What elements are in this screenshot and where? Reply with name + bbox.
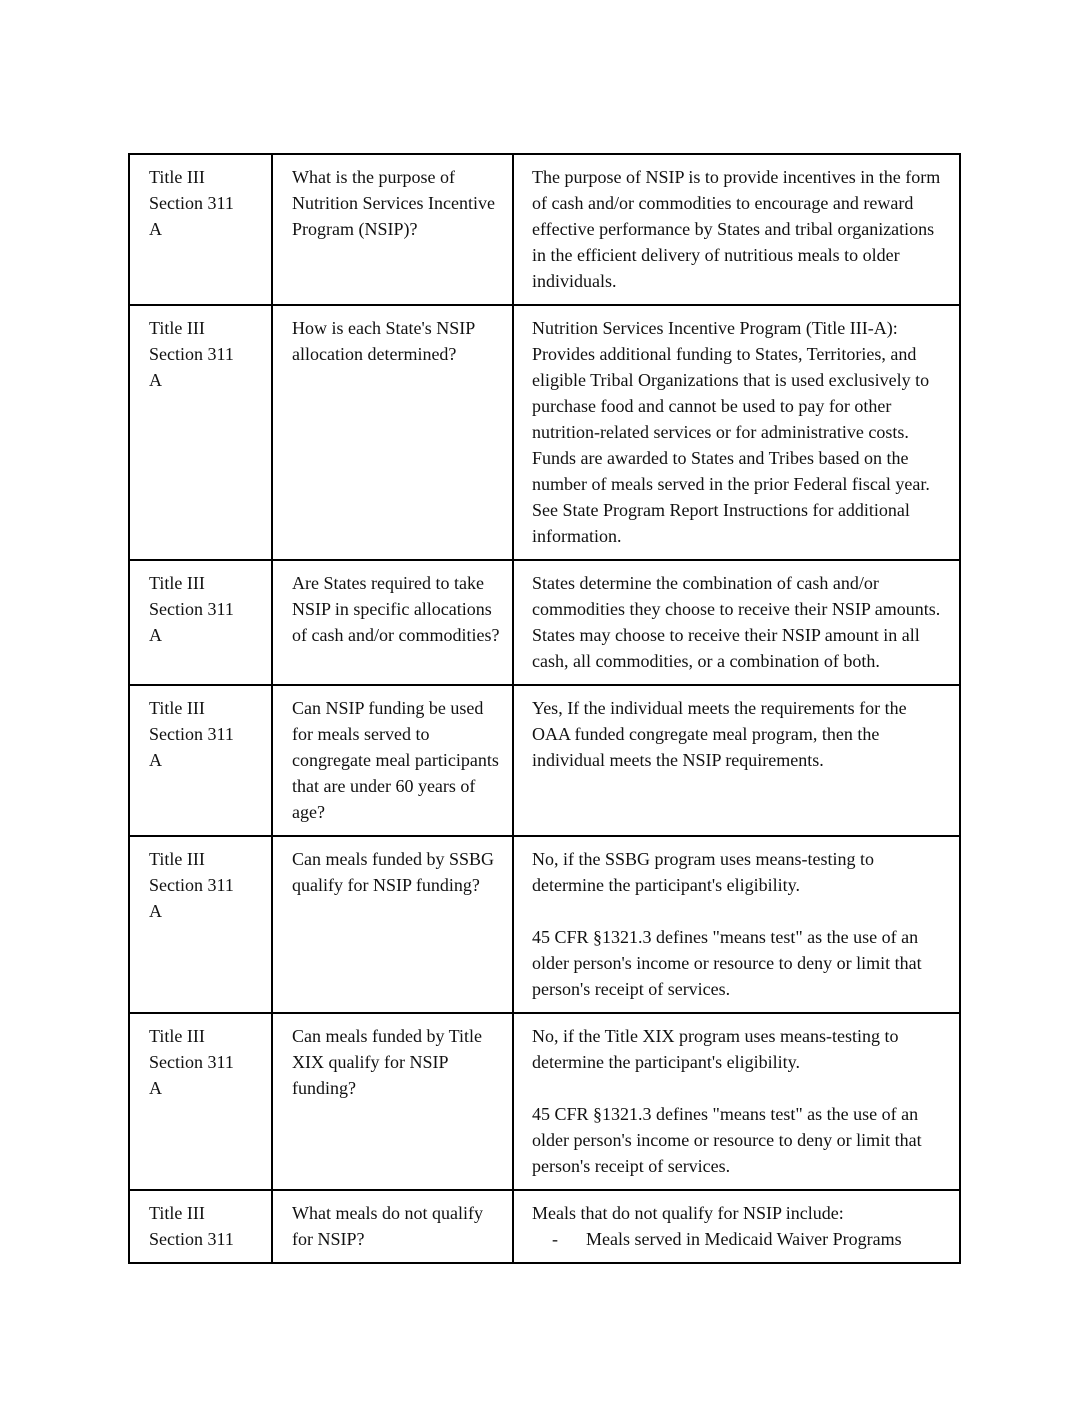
- question-cell: Can meals funded by SSBG qualify for NSIP funding?: [272, 836, 513, 1013]
- ref-line: Title III: [149, 573, 205, 593]
- bullet-text: Meals served in Medicaid Waiver Programs: [586, 1229, 902, 1249]
- answer-text: States determine the combination of cash and/or commodities they choose to receive their NSIP amounts. States may choose to receive their NSIP amount in all cash, all commodities, or a combination of both.: [532, 573, 941, 671]
- answer-text: Yes, If the individual meets the requirements for the OAA funded congregate meal program, then the individual meets the NSIP requirements.: [532, 698, 907, 770]
- ref-line: A: [149, 219, 162, 239]
- ref-line: Title III: [149, 849, 205, 869]
- dash-bullet-icon: -: [552, 1229, 558, 1249]
- ref-line: Section 311: [149, 1052, 234, 1072]
- answer-text: No, if the Title XIX program uses means-testing to determine the participant's eligibility.: [532, 1026, 899, 1072]
- ref-line: Section 311: [149, 1229, 234, 1249]
- ref-line: Title III: [149, 1026, 205, 1046]
- question-cell: Can NSIP funding be used for meals served to congregate meal participants that are under 60 years of age?: [272, 685, 513, 836]
- ref-line: Section 311: [149, 599, 234, 619]
- table-row: [129, 154, 960, 305]
- ref-line: A: [149, 901, 162, 921]
- answer-cell: [513, 685, 960, 836]
- table-row: [129, 836, 960, 1013]
- answer-cell: [513, 154, 960, 305]
- bullet-item: [532, 1226, 949, 1252]
- answer-text: Nutrition Services Incentive Program (Title III-A): Provides additional funding to States, Territories, and eligible Tribal Organizations that is used exclusively to purchase food and cannot be used to pay for other nutrition-related services or for administrative costs. Funds are awarded to States and Tribes based on the number of meals served in the prior Federal fiscal year. See State Program Report Instructions for additional information.: [532, 318, 930, 546]
- ref-line: Title III: [149, 318, 205, 338]
- question-cell: Are States required to take NSIP in specific allocations of cash and/or commodities?: [272, 560, 513, 685]
- ref-line: Title III: [149, 1203, 205, 1223]
- ref-line: A: [149, 1078, 162, 1098]
- answer-cell: [513, 1190, 960, 1263]
- question-cell: What is the purpose of Nutrition Services Incentive Program (NSIP)?: [272, 154, 513, 305]
- ref-line: Title III: [149, 167, 205, 187]
- ref-line: Section 311: [149, 724, 234, 744]
- reference-cell: [129, 1013, 272, 1190]
- reference-cell: [129, 1190, 272, 1263]
- reference-cell: [129, 836, 272, 1013]
- answer-cell: [513, 305, 960, 560]
- table-row: [129, 305, 960, 560]
- nsip-faq-table: [128, 153, 961, 1264]
- question-cell: What meals do not qualify for NSIP?: [272, 1190, 513, 1263]
- answer-text: No, if the SSBG program uses means-testing to determine the participant's eligibility.: [532, 849, 874, 895]
- answer-cell: [513, 560, 960, 685]
- answer-text: The purpose of NSIP is to provide incentives in the form of cash and/or commodities to encourage and reward effective performance by States and tribal organizations in the efficient delivery of nutritious meals to older individuals.: [532, 167, 941, 291]
- reference-cell: [129, 305, 272, 560]
- ref-line: Title III: [149, 698, 205, 718]
- ref-line: A: [149, 370, 162, 390]
- ref-line: A: [149, 625, 162, 645]
- table-row: [129, 1013, 960, 1190]
- question-cell: Can meals funded by Title XIX qualify for NSIP funding?: [272, 1013, 513, 1190]
- answer-cell: [513, 1013, 960, 1190]
- answer-text: Meals that do not qualify for NSIP include:: [532, 1203, 844, 1223]
- ref-line: Section 311: [149, 344, 234, 364]
- answer-text: 45 CFR §1321.3 defines "means test" as the use of an older person's income or resource to deny or limit that person's receipt of services.: [532, 927, 922, 999]
- reference-cell: [129, 154, 272, 305]
- question-cell: How is each State's NSIP allocation determined?: [272, 305, 513, 560]
- answer-cell: [513, 836, 960, 1013]
- reference-cell: [129, 685, 272, 836]
- table-row: [129, 685, 960, 836]
- ref-line: Section 311: [149, 875, 234, 895]
- ref-line: A: [149, 750, 162, 770]
- table-row: [129, 1190, 960, 1263]
- table-row: [129, 560, 960, 685]
- answer-text: 45 CFR §1321.3 defines "means test" as the use of an older person's income or resource to deny or limit that person's receipt of services.: [532, 1104, 922, 1176]
- ref-line: Section 311: [149, 193, 234, 213]
- reference-cell: [129, 560, 272, 685]
